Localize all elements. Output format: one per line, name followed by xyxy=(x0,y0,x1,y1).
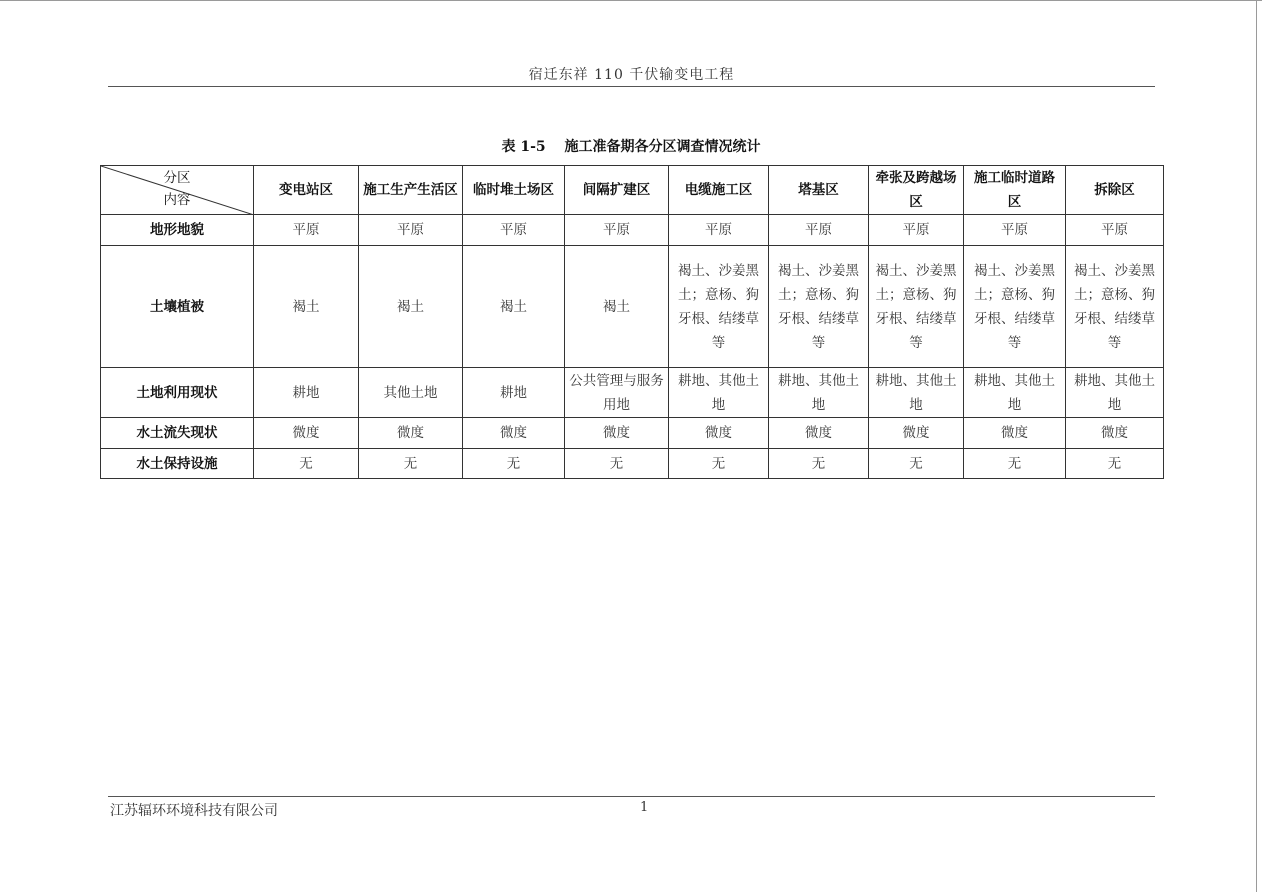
corner-header-cell xyxy=(101,166,254,215)
table-cell: 褐土 xyxy=(565,246,669,368)
column-header: 塔基区 xyxy=(769,166,869,215)
table-cell: 褐土、沙姜黑土；意杨、狗牙根、结缕草等 xyxy=(964,246,1066,368)
corner-label-top: 分区 xyxy=(163,170,191,186)
table-cell: 微度 xyxy=(669,418,769,449)
table-cell: 褐土、沙姜黑土；意杨、狗牙根、结缕草等 xyxy=(869,246,964,368)
footer-company: 江苏辐环环境科技有限公司 xyxy=(110,803,278,819)
table-cell: 耕地、其他土地 xyxy=(964,368,1066,418)
page-header-title: 宿迁东祥 110 千伏输变电工程 xyxy=(528,67,735,83)
table-cell: 耕地 xyxy=(254,368,359,418)
row-label: 水土流失现状 xyxy=(101,418,254,449)
table-cell: 平原 xyxy=(463,215,565,246)
table-cell: 无 xyxy=(359,449,463,479)
table-cell: 平原 xyxy=(359,215,463,246)
column-header: 牵张及跨越场区 xyxy=(869,166,964,215)
table-cell: 平原 xyxy=(964,215,1066,246)
table-cell: 无 xyxy=(869,449,964,479)
table-cell: 褐土 xyxy=(359,246,463,368)
table-cell: 公共管理与服务用地 xyxy=(565,368,669,418)
column-header: 电缆施工区 xyxy=(669,166,769,215)
table-cell: 微度 xyxy=(769,418,869,449)
table-cell: 微度 xyxy=(359,418,463,449)
table-cell: 褐土、沙姜黑土；意杨、狗牙根、结缕草等 xyxy=(769,246,869,368)
row-label: 土地利用现状 xyxy=(101,368,254,418)
table-row xyxy=(101,449,1164,479)
table-row xyxy=(101,368,1164,418)
table-cell: 耕地、其他土地 xyxy=(869,368,964,418)
table-cell: 微度 xyxy=(565,418,669,449)
table-cell: 无 xyxy=(1066,449,1164,479)
table-cell: 平原 xyxy=(565,215,669,246)
row-label: 地形地貌 xyxy=(101,215,254,246)
table-cell: 微度 xyxy=(1066,418,1164,449)
row-label: 水土保持设施 xyxy=(101,449,254,479)
page-right-border xyxy=(1256,0,1257,892)
table-cell: 耕地、其他土地 xyxy=(1066,368,1164,418)
table-cell: 微度 xyxy=(254,418,359,449)
page-number: 1 xyxy=(640,800,649,815)
table-cell: 无 xyxy=(463,449,565,479)
header-divider xyxy=(108,86,1155,87)
table-cell: 无 xyxy=(669,449,769,479)
table-cell: 无 xyxy=(769,449,869,479)
table-cell: 平原 xyxy=(1066,215,1164,246)
table-cell: 无 xyxy=(254,449,359,479)
table-cell: 耕地、其他土地 xyxy=(769,368,869,418)
table-cell: 平原 xyxy=(869,215,964,246)
table-caption-title: 施工准备期各分区调查情况统计 xyxy=(564,139,761,155)
table-header-row xyxy=(101,166,1164,215)
table-row xyxy=(101,418,1164,449)
table-cell: 微度 xyxy=(964,418,1066,449)
table-cell: 微度 xyxy=(869,418,964,449)
table-cell: 褐土、沙姜黑土；意杨、狗牙根、结缕草等 xyxy=(1066,246,1164,368)
footer-divider xyxy=(108,796,1155,797)
table-cell: 褐土 xyxy=(254,246,359,368)
table-cell: 平原 xyxy=(769,215,869,246)
table-cell: 褐土 xyxy=(463,246,565,368)
table-cell: 其他土地 xyxy=(359,368,463,418)
table-cell: 耕地 xyxy=(463,368,565,418)
column-header: 临时堆土场区 xyxy=(463,166,565,215)
table-cell: 无 xyxy=(565,449,669,479)
column-header: 施工临时道路区 xyxy=(964,166,1066,215)
page-top-border xyxy=(0,0,1262,1)
survey-table xyxy=(100,165,1164,479)
column-header: 拆除区 xyxy=(1066,166,1164,215)
table-cell: 无 xyxy=(964,449,1066,479)
table-caption xyxy=(100,136,1162,156)
column-header: 间隔扩建区 xyxy=(565,166,669,215)
table-cell: 耕地、其他土地 xyxy=(669,368,769,418)
corner-label-bottom: 内容 xyxy=(163,192,191,208)
column-header: 施工生产生活区 xyxy=(359,166,463,215)
table-cell: 褐土、沙姜黑土；意杨、狗牙根、结缕草等 xyxy=(669,246,769,368)
table-cell: 平原 xyxy=(254,215,359,246)
table-row xyxy=(101,215,1164,246)
row-label: 土壤植被 xyxy=(101,246,254,368)
table-cell: 平原 xyxy=(669,215,769,246)
table-caption-number: 表 1-5 xyxy=(501,139,546,155)
table-cell: 微度 xyxy=(463,418,565,449)
table-row xyxy=(101,246,1164,368)
column-header: 变电站区 xyxy=(254,166,359,215)
